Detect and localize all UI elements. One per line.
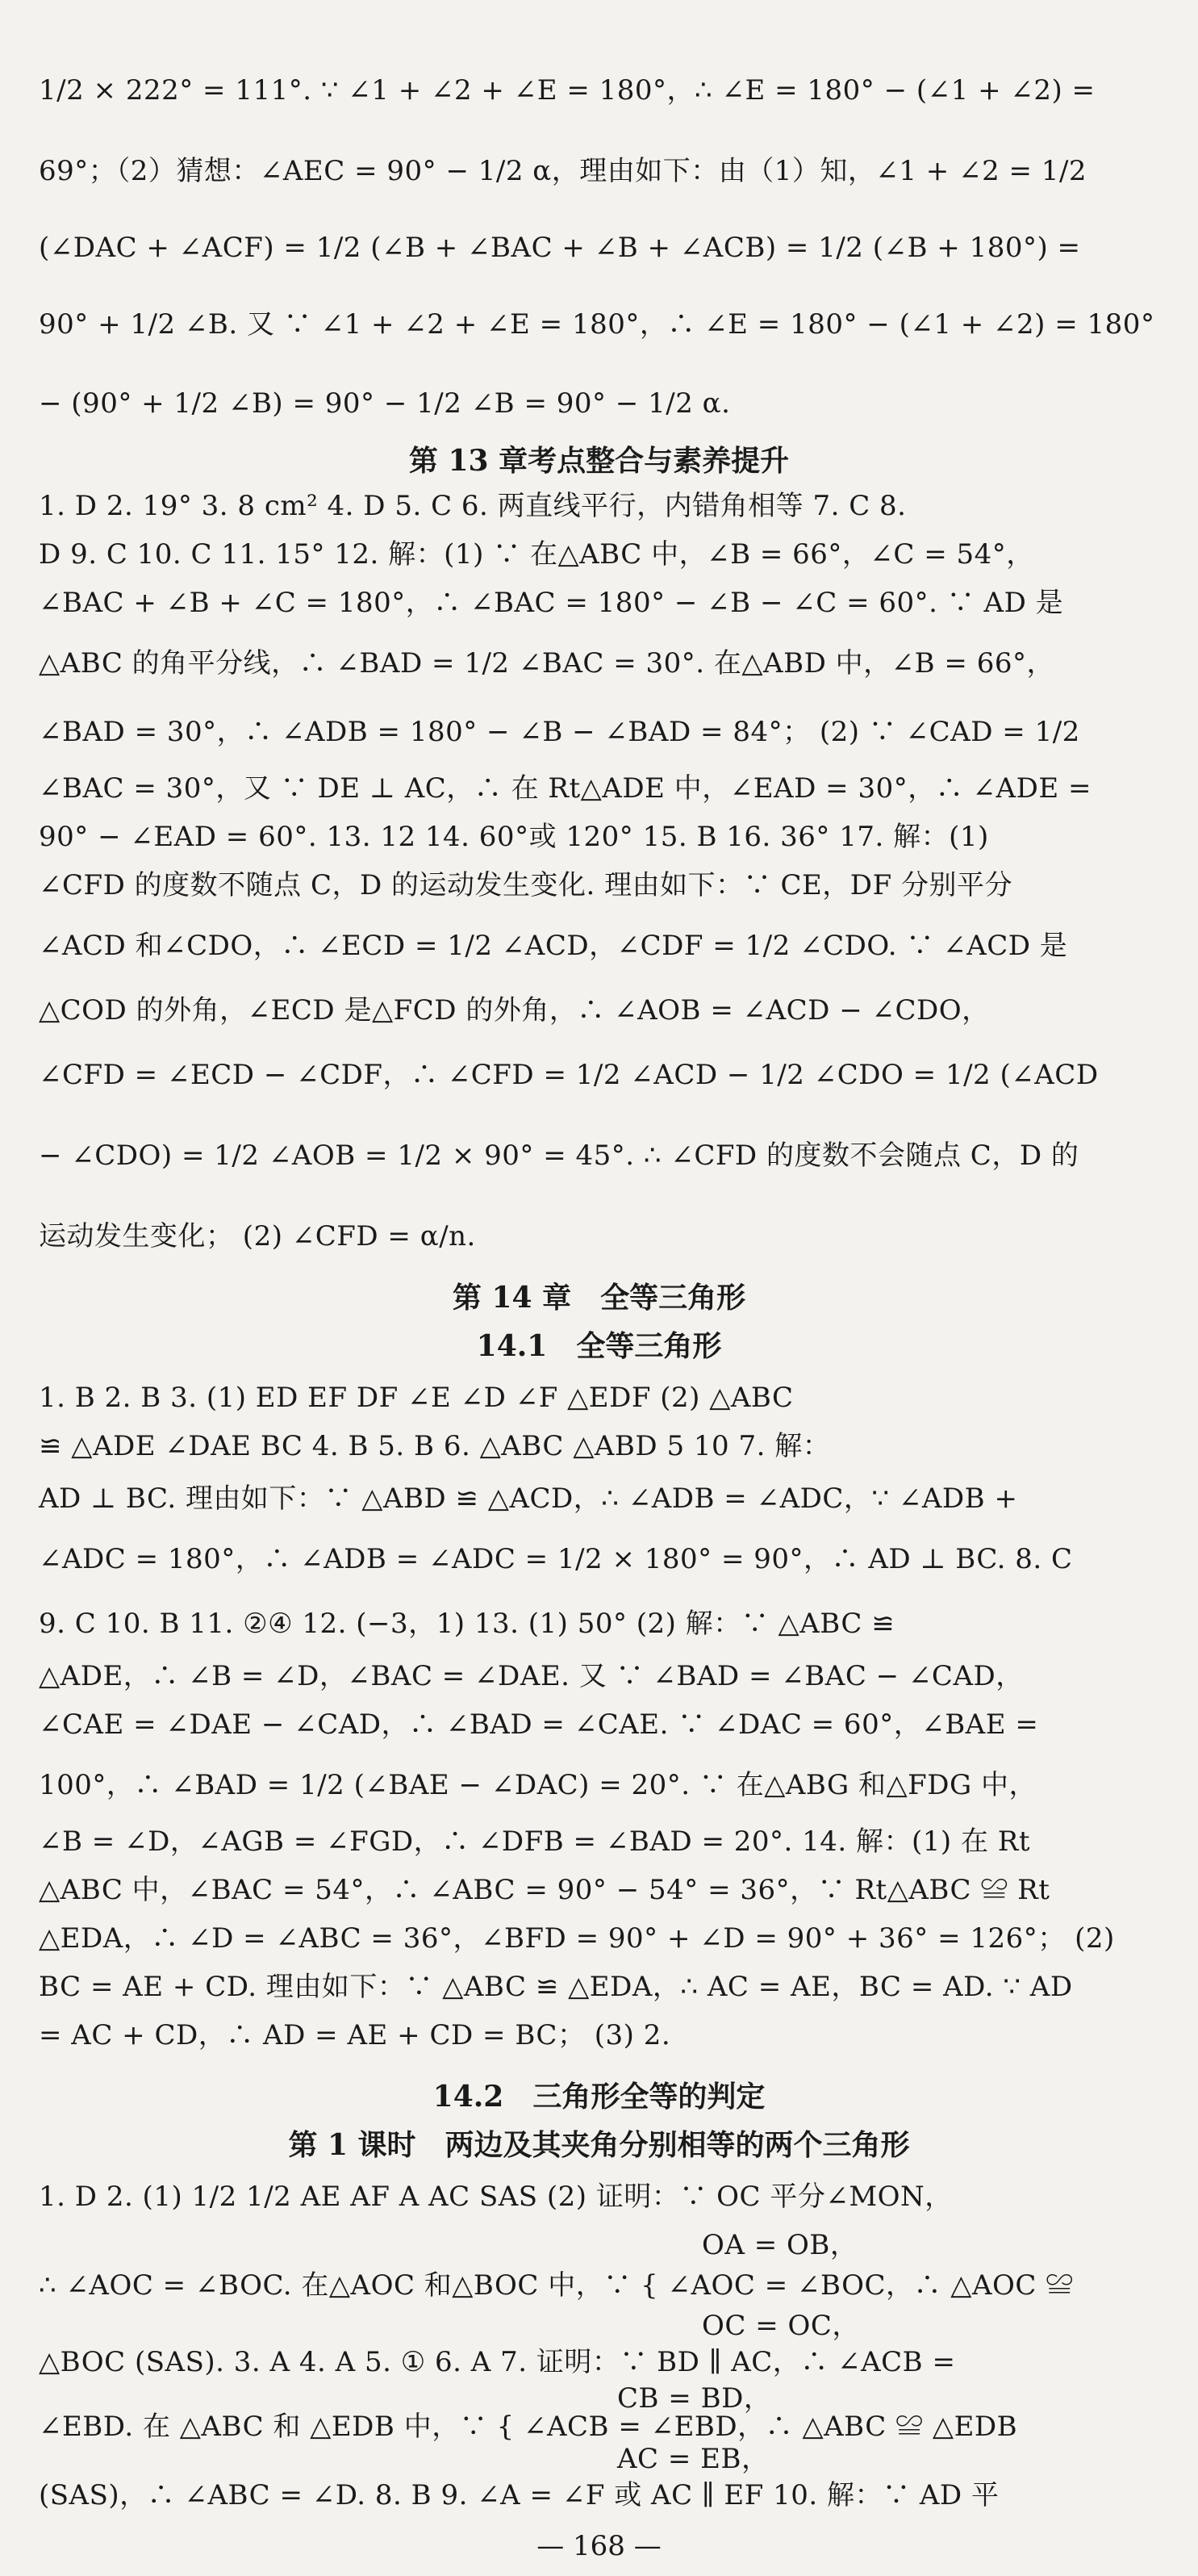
text-line: ∴ ∠AOC = ∠BOC. 在△AOC 和△BOC 中，∵ { ∠AOC = ∠BOC，∴ △AOC ≌ [39,2269,1074,2302]
brace-line: CB = BD， [617,2382,772,2415]
brace-line: OA = OB， [702,2229,858,2261]
chapter-heading: 第 14 章 全等三角形 [452,1281,746,1315]
text-line: 运动发生变化； (2) ∠CFD = α/n. [39,1220,476,1252]
text-line: △BOC (SAS). 3. A 4. A 5. ① 6. A 7. 证明：∵ BD ∥ AC，∴ ∠ACB = [39,2346,956,2378]
text-line: ∠BAC + ∠B + ∠C = 180°，∴ ∠BAC = 180° − ∠B − ∠C = 60°. ∵ AD 是 [39,587,1064,619]
text-line: △ABC 的角平分线，∴ ∠BAD = 1/2 ∠BAC = 30°. 在△ABD 中，∠B = 66°， [39,647,1054,680]
text-line: (∠DAC + ∠ACF) = 1/2 (∠B + ∠BAC + ∠B + ∠ACB) = 1/2 (∠B + 180°) = [39,232,1081,264]
section-heading: 14.2 三角形全等的判定 [432,2080,766,2114]
text-line: − ∠CDO) = 1/2 ∠AOB = 1/2 × 90° = 45°. ∴ ∠CFD 的度数不会随点 C，D 的 [39,1140,1079,1172]
text-line: 90° + 1/2 ∠B. 又 ∵ ∠1 + ∠2 + ∠E = 180°，∴ ∠E = 180° − (∠1 + ∠2) = 180° [39,308,1155,341]
text-line: 9. C 10. B 11. ②④ 12. (−3，1) 13. (1) 50° (2) 解：∵ △ABC ≌ [39,1608,895,1640]
text-line: ∠BAD = 30°，∴ ∠ADB = 180° − ∠B − ∠BAD = 84°； (2) ∵ ∠CAD = 1/2 [39,716,1080,748]
page-number: — 168 — [536,2530,662,2562]
lesson-heading: 第 1 课时 两边及其夹角分别相等的两个三角形 [288,2128,910,2162]
section-heading: 第 13 章考点整合与素养提升 [408,444,790,478]
text-line: △COD 的外角，∠ECD 是△FCD 的外角，∴ ∠AOB = ∠ACD − ∠CDO， [39,994,990,1027]
text-line: 69°；（2）猜想：∠AEC = 90° − 1/2 α，理由如下：由（1）知，∠1 + ∠2 = 1/2 [39,155,1087,187]
text-line: ∠EBD. 在 △ABC 和 △EDB 中，∵ { ∠ACB = ∠EBD，∴ △ABC ≌ △EDB [39,2411,1018,2443]
section-heading: 14.1 全等三角形 [476,1329,722,1363]
text-line: D 9. C 10. C 11. 15° 12. 解：(1) ∵ 在△ABC 中，∠B = 66°，∠C = 54°， [39,538,1034,571]
text-line: ∠BAC = 30°，又 ∵ DE ⊥ AC，∴ 在 Rt△ADE 中，∠EAD = 30°，∴ ∠ADE = [39,772,1092,805]
brace-line: OC = OC， [702,2310,860,2342]
text-line: ∠CAE = ∠DAE − ∠CAD，∴ ∠BAD = ∠CAE. ∵ ∠DAC = 60°，∠BAE = [39,1708,1039,1741]
text-line: ∠CFD 的度数不随点 C，D 的运动发生变化. 理由如下：∵ CE，DF 分别平分 [39,869,1012,901]
text-line: 1/2 × 222° = 111°. ∵ ∠1 + ∠2 + ∠E = 180°，∴ ∠E = 180° − (∠1 + ∠2) = [39,74,1096,107]
brace-line: AC = EB， [617,2443,770,2475]
text-line: − (90° + 1/2 ∠B) = 90° − 1/2 ∠B = 90° − 1/2 α. [39,387,731,420]
text-line: △ABC 中，∠BAC = 54°，∴ ∠ABC = 90° − 54° = 36°，∵ Rt△ABC ≌ Rt [39,1874,1050,1906]
text-line: 1. D 2. 19° 3. 8 cm² 4. D 5. C 6. 两直线平行，内错角相等 7. C 8. [39,490,907,522]
text-line: 90° − ∠EAD = 60°. 13. 12 14. 60°或 120° 15. B 16. 36° 17. 解：(1) [39,821,989,853]
text-line: BC = AE + CD. 理由如下：∵ △ABC ≌ △EDA，∴ AC = AE，BC = AD. ∵ AD [39,1971,1073,2003]
text-line: ∠B = ∠D，∠AGB = ∠FGD，∴ ∠DFB = ∠BAD = 20°. 14. 解：(1) 在 Rt [39,1825,1031,1858]
text-line: △EDA，∴ ∠D = ∠ABC = 36°，∠BFD = 90° + ∠D = 90° + 36° = 126°； (2) [39,1922,1115,1955]
text-line: ∠ACD 和∠CDO，∴ ∠ECD = 1/2 ∠ACD，∠CDF = 1/2 ∠CDO. ∵ ∠ACD 是 [39,930,1068,962]
text-line: △ADE，∴ ∠B = ∠D，∠BAC = ∠DAE. 又 ∵ ∠BAD = ∠BAC − ∠CAD， [39,1660,1024,1692]
text-line: AD ⊥ BC. 理由如下：∵ △ABD ≌ △ACD，∴ ∠ADB = ∠ADC，∵ ∠ADB + [39,1482,1018,1515]
text-line: ∠ADC = 180°，∴ ∠ADB = ∠ADC = 1/2 × 180° = 90°，∴ AD ⊥ BC. 8. C [39,1543,1073,1575]
text-line: (SAS)，∴ ∠ABC = ∠D. 8. B 9. ∠A = ∠F 或 AC ∥ EF 10. 解：∵ AD 平 [39,2479,1000,2511]
text-line: 1. B 2. B 3. (1) ED EF DF ∠E ∠D ∠F △EDF (2) △ABC [39,1382,794,1414]
text-line: 100°，∴ ∠BAD = 1/2 (∠BAE − ∠DAC) = 20°. ∵ 在△ABG 和△FDG 中， [39,1769,1037,1801]
text-line: ≌ △ADE ∠DAE BC 4. B 5. B 6. △ABC △ABD 5 10 7. 解： [39,1430,831,1462]
text-line: ∠CFD = ∠ECD − ∠CDF，∴ ∠CFD = 1/2 ∠ACD − 1/2 ∠CDO = 1/2 (∠ACD [39,1059,1099,1091]
text-line: = AC + CD，∴ AD = AE + CD = BC； (3) 2. [39,2019,671,2051]
text-line: 1. D 2. (1) 1/2 1/2 AE AF A AC SAS (2) 证明：∵ OC 平分∠MON， [39,2181,953,2213]
